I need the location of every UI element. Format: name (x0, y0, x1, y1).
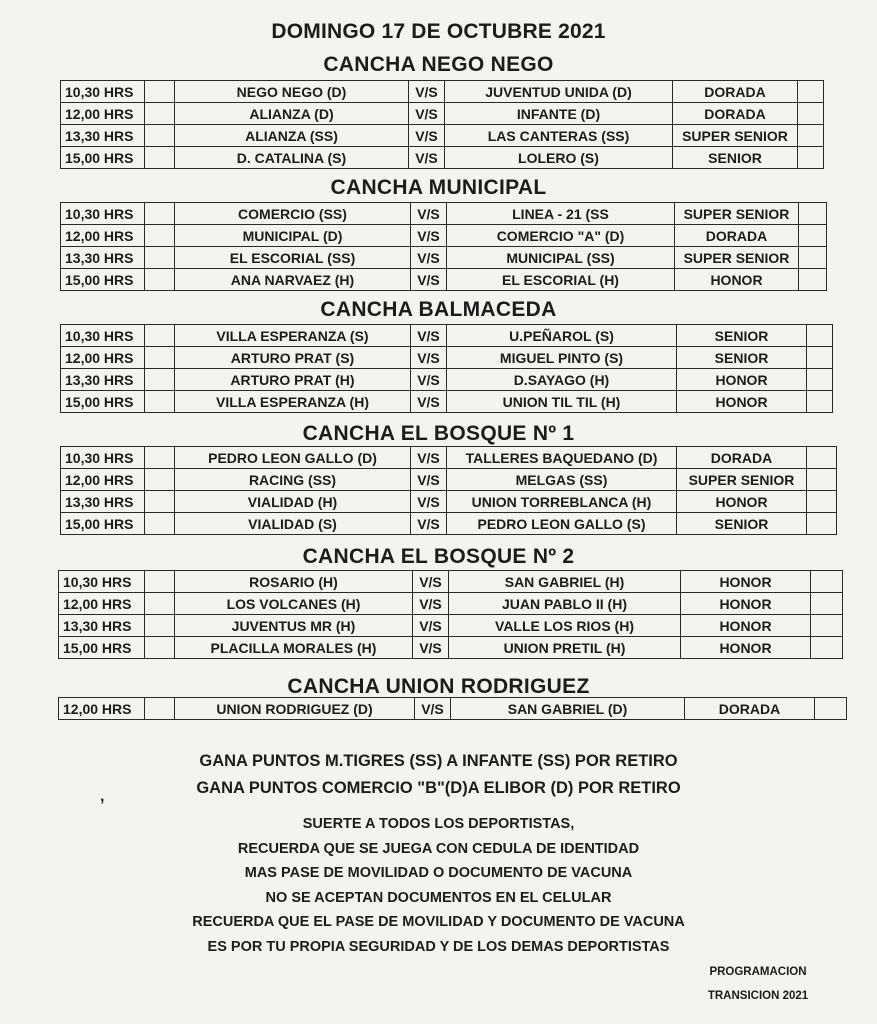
away-team: LAS CANTERAS (SS) (445, 125, 673, 147)
table-row (59, 698, 847, 720)
away-team: LOLERO (S) (445, 147, 673, 169)
match-category: SUPER SENIOR (675, 203, 799, 225)
home-team: D. CATALINA (S) (175, 147, 409, 169)
away-team: COMERCIO "A" (D) (447, 225, 675, 247)
table-row (61, 391, 833, 413)
versus-label: V/S (411, 391, 447, 413)
table-row (61, 347, 833, 369)
table-row (61, 147, 824, 169)
table-row (59, 593, 843, 615)
versus-label: V/S (411, 269, 447, 291)
message-line: MAS PASE DE MOVILIDAD O DOCUMENTO DE VACUNA (244, 865, 633, 881)
match-time: 10,30 HRS (61, 447, 145, 469)
match-time: 10,30 HRS (61, 203, 145, 225)
table-row (61, 447, 837, 469)
versus-label: V/S (411, 469, 447, 491)
versus-label: V/S (411, 325, 447, 347)
versus-label: V/S (411, 225, 447, 247)
match-category: SENIOR (677, 513, 807, 535)
home-team: PLACILLA MORALES (H) (175, 637, 413, 659)
empty-cell (145, 369, 175, 391)
table-row (61, 81, 824, 103)
match-category: HONOR (681, 637, 811, 659)
empty-cell (145, 203, 175, 225)
match-time: 15,00 HRS (61, 147, 145, 169)
message-line: RECUERDA QUE EL PASE DE MOVILIDAD Y DOCUMENTO DE VACUNA (192, 914, 685, 930)
empty-cell (798, 81, 824, 103)
match-category: DORADA (685, 698, 815, 720)
venue-title-balmaceda: CANCHA BALMACEDA (320, 298, 557, 321)
versus-label: V/S (411, 247, 447, 269)
empty-cell (807, 513, 837, 535)
match-category: SENIOR (673, 147, 798, 169)
away-team: JUAN PABLO II (H) (449, 593, 681, 615)
empty-cell (145, 637, 175, 659)
empty-cell (145, 325, 175, 347)
schedule-table-el-bosque-2 (58, 570, 843, 659)
away-team: U.PEÑAROL (S) (447, 325, 677, 347)
versus-label: V/S (409, 103, 445, 125)
empty-cell (145, 269, 175, 291)
empty-cell (807, 369, 833, 391)
match-time: 10,30 HRS (61, 81, 145, 103)
home-team: COMERCIO (SS) (175, 203, 411, 225)
match-category: DORADA (673, 81, 798, 103)
away-team: SAN GABRIEL (D) (451, 698, 685, 720)
venue-title-municipal: CANCHA MUNICIPAL (330, 176, 547, 199)
match-category: DORADA (677, 447, 807, 469)
stray-mark: , (100, 788, 105, 805)
match-time: 15,00 HRS (61, 391, 145, 413)
home-team: ROSARIO (H) (175, 571, 413, 593)
table-row (61, 369, 833, 391)
away-team: D.SAYAGO (H) (447, 369, 677, 391)
venue-title-el-bosque-1: CANCHA EL BOSQUE Nº 1 (302, 422, 575, 445)
table-row (61, 491, 837, 513)
home-team: ANA NARVAEZ (H) (175, 269, 411, 291)
empty-cell (145, 469, 175, 491)
versus-label: V/S (409, 147, 445, 169)
empty-cell (799, 269, 827, 291)
match-time: 12,00 HRS (61, 469, 145, 491)
table-row (61, 469, 837, 491)
empty-cell (145, 125, 175, 147)
match-category: HONOR (677, 391, 807, 413)
home-team: JUVENTUS MR (H) (175, 615, 413, 637)
empty-cell (145, 147, 175, 169)
away-team: EL ESCORIAL (H) (447, 269, 675, 291)
home-team: ARTURO PRAT (H) (175, 369, 411, 391)
away-team: LINEA - 21 (SS (447, 203, 675, 225)
home-team: VIALIDAD (S) (175, 513, 411, 535)
empty-cell (815, 698, 847, 720)
home-team: VIALIDAD (H) (175, 491, 411, 513)
empty-cell (145, 571, 175, 593)
away-team: SAN GABRIEL (H) (449, 571, 681, 593)
away-team: UNION PRETIL (H) (449, 637, 681, 659)
empty-cell (145, 103, 175, 125)
home-team: LOS VOLCANES (H) (175, 593, 413, 615)
empty-cell (145, 698, 175, 720)
away-team: JUVENTUD UNIDA (D) (445, 81, 673, 103)
away-team: MELGAS (SS) (447, 469, 677, 491)
match-time: 10,30 HRS (59, 571, 145, 593)
empty-cell (145, 225, 175, 247)
versus-label: V/S (411, 369, 447, 391)
page-title: DOMINGO 17 DE OCTUBRE 2021 (271, 20, 606, 43)
schedule-table-nego-nego (60, 80, 824, 169)
match-category: HONOR (681, 593, 811, 615)
away-team: INFANTE (D) (445, 103, 673, 125)
table-row (61, 513, 837, 535)
versus-label: V/S (411, 447, 447, 469)
versus-label: V/S (409, 81, 445, 103)
empty-cell (145, 391, 175, 413)
home-team: PEDRO LEON GALLO (D) (175, 447, 411, 469)
empty-cell (799, 225, 827, 247)
message-line: NO SE ACEPTAN DOCUMENTOS EN EL CELULAR (265, 890, 612, 906)
empty-cell (145, 347, 175, 369)
match-category: SENIOR (677, 325, 807, 347)
empty-cell (799, 203, 827, 225)
match-category: HONOR (681, 615, 811, 637)
empty-cell (811, 593, 843, 615)
walkover-note: GANA PUNTOS COMERCIO "B"(D)A ELIBOR (D) POR RETIRO (196, 779, 681, 797)
away-team: MIGUEL PINTO (S) (447, 347, 677, 369)
empty-cell (798, 125, 824, 147)
empty-cell (145, 615, 175, 637)
table-row (61, 225, 827, 247)
message-line: RECUERDA QUE SE JUEGA CON CEDULA DE IDENTIDAD (237, 841, 640, 857)
match-time: 12,00 HRS (59, 698, 145, 720)
match-category: HONOR (677, 369, 807, 391)
empty-cell (798, 147, 824, 169)
home-team: ARTURO PRAT (S) (175, 347, 411, 369)
table-row (59, 637, 843, 659)
empty-cell (145, 513, 175, 535)
schedule-table-balmaceda (60, 324, 833, 413)
match-time: 13,30 HRS (61, 491, 145, 513)
home-team: UNION RODRIGUEZ (D) (175, 698, 415, 720)
message-line: ES POR TU PROPIA SEGURIDAD Y DE LOS DEMAS DEPORTISTAS (207, 939, 670, 955)
home-team: VILLA ESPERANZA (S) (175, 325, 411, 347)
footer-line: TRANSICION 2021 (707, 990, 809, 1002)
match-category: SENIOR (677, 347, 807, 369)
venue-title-nego-nego: CANCHA NEGO NEGO (323, 53, 554, 76)
away-team: TALLERES BAQUEDANO (D) (447, 447, 677, 469)
empty-cell (807, 491, 837, 513)
empty-cell (145, 81, 175, 103)
table-row (59, 615, 843, 637)
home-team: VILLA ESPERANZA (H) (175, 391, 411, 413)
away-team: UNION TIL TIL (H) (447, 391, 677, 413)
empty-cell (811, 615, 843, 637)
table-row (61, 125, 824, 147)
empty-cell (807, 347, 833, 369)
empty-cell (145, 491, 175, 513)
match-time: 12,00 HRS (61, 103, 145, 125)
footer-line: PROGRAMACION (709, 966, 807, 978)
match-time: 13,30 HRS (61, 247, 145, 269)
match-time: 15,00 HRS (59, 637, 145, 659)
table-row (61, 269, 827, 291)
match-time: 13,30 HRS (59, 615, 145, 637)
empty-cell (811, 637, 843, 659)
empty-cell (799, 247, 827, 269)
table-row (61, 103, 824, 125)
match-time: 15,00 HRS (61, 513, 145, 535)
match-time: 12,00 HRS (61, 347, 145, 369)
empty-cell (145, 593, 175, 615)
match-category: HONOR (681, 571, 811, 593)
away-team: PEDRO LEON GALLO (S) (447, 513, 677, 535)
away-team: MUNICIPAL (SS) (447, 247, 675, 269)
schedule-table-el-bosque-1 (60, 446, 837, 535)
home-team: EL ESCORIAL (SS) (175, 247, 411, 269)
versus-label: V/S (413, 637, 449, 659)
versus-label: V/S (413, 571, 449, 593)
versus-label: V/S (411, 491, 447, 513)
match-time: 12,00 HRS (59, 593, 145, 615)
empty-cell (145, 247, 175, 269)
empty-cell (807, 447, 837, 469)
away-team: VALLE LOS RIOS (H) (449, 615, 681, 637)
versus-label: V/S (413, 615, 449, 637)
away-team: UNION TORREBLANCA (H) (447, 491, 677, 513)
versus-label: V/S (415, 698, 451, 720)
empty-cell (807, 325, 833, 347)
match-time: 10,30 HRS (61, 325, 145, 347)
versus-label: V/S (409, 125, 445, 147)
match-time: 15,00 HRS (61, 269, 145, 291)
match-category: DORADA (673, 103, 798, 125)
home-team: RACING (SS) (175, 469, 411, 491)
home-team: ALIANZA (D) (175, 103, 409, 125)
table-row (61, 203, 827, 225)
versus-label: V/S (413, 593, 449, 615)
match-time: 12,00 HRS (61, 225, 145, 247)
venue-title-el-bosque-2: CANCHA EL BOSQUE Nº 2 (302, 545, 575, 568)
match-time: 13,30 HRS (61, 369, 145, 391)
empty-cell (807, 469, 837, 491)
message-line: SUERTE A TODOS LOS DEPORTISTAS, (302, 816, 575, 832)
table-row (61, 247, 827, 269)
empty-cell (811, 571, 843, 593)
empty-cell (807, 391, 833, 413)
versus-label: V/S (411, 203, 447, 225)
empty-cell (798, 103, 824, 125)
walkover-note: GANA PUNTOS M.TIGRES (SS) A INFANTE (SS) POR RETIRO (199, 752, 678, 770)
home-team: NEGO NEGO (D) (175, 81, 409, 103)
empty-cell (145, 447, 175, 469)
home-team: ALIANZA (SS) (175, 125, 409, 147)
match-category: SUPER SENIOR (677, 469, 807, 491)
versus-label: V/S (411, 347, 447, 369)
schedule-table-municipal (60, 202, 827, 291)
match-time: 13,30 HRS (61, 125, 145, 147)
versus-label: V/S (411, 513, 447, 535)
schedule-table-union-rodriguez (58, 697, 847, 720)
table-row (61, 325, 833, 347)
match-category: HONOR (675, 269, 799, 291)
table-row (59, 571, 843, 593)
match-category: SUPER SENIOR (673, 125, 798, 147)
venue-title-union-rodriguez: CANCHA UNION RODRIGUEZ (287, 675, 590, 698)
home-team: MUNICIPAL (D) (175, 225, 411, 247)
match-category: SUPER SENIOR (675, 247, 799, 269)
match-category: HONOR (677, 491, 807, 513)
match-category: DORADA (675, 225, 799, 247)
